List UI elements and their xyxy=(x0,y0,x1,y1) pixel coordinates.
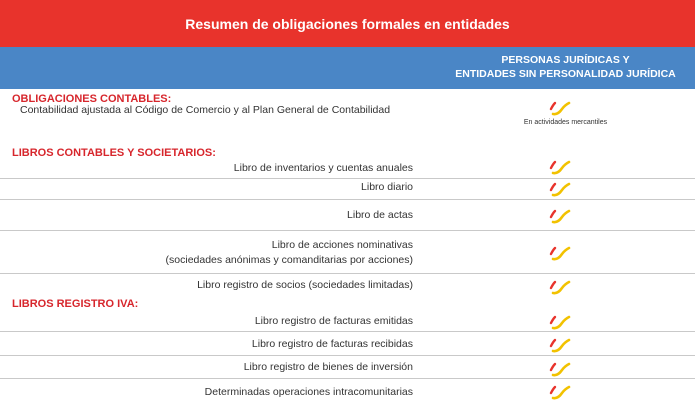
title-text: Resumen de obligaciones formales en entidades xyxy=(185,15,510,32)
row-divider xyxy=(0,331,695,332)
check-icon xyxy=(548,245,572,261)
row-facturas-recibidas: Libro registro de facturas recibidas xyxy=(251,338,413,350)
check-icon xyxy=(548,279,572,295)
note-actividades: En actividades mercantiles xyxy=(523,119,608,126)
row-acciones-line2: (sociedades anónimas y comanditarias por acciones) xyxy=(165,254,413,266)
check-icon xyxy=(548,337,572,353)
row-contabilidad: Contabilidad ajustada al Código de Comercio y al Plan General de Contabilidad xyxy=(20,104,391,116)
row-divider xyxy=(0,378,695,379)
section-heading-libros: LIBROS CONTABLES Y SOCIETARIOS: xyxy=(12,147,216,159)
row-registro-socios: Libro registro de socios (sociedades limitadas) xyxy=(197,279,413,291)
row-acciones-line1: Libro de acciones nominativas xyxy=(271,239,413,251)
check-icon xyxy=(548,100,572,116)
row-inventarios: Libro de inventarios y cuentas anuales xyxy=(233,162,413,174)
check-icon xyxy=(548,159,572,175)
row-bienes-inversion: Libro registro de bienes de inversión xyxy=(243,361,413,373)
column-header-line2: ENTIDADES SIN PERSONALIDAD JURÍDICA xyxy=(455,68,676,80)
table-title xyxy=(0,0,695,47)
check-icon xyxy=(548,384,572,400)
column-header-text xyxy=(436,53,695,81)
column-header-line1: PERSONAS JURÍDICAS Y xyxy=(501,54,630,66)
row-divider xyxy=(0,199,695,200)
row-diario: Libro diario xyxy=(361,181,413,193)
row-intracomunitarias: Determinadas operaciones intracomunitarias xyxy=(204,386,413,398)
check-icon xyxy=(548,208,572,224)
check-icon xyxy=(548,181,572,197)
check-icon xyxy=(548,361,572,377)
row-facturas-emitidas: Libro registro de facturas emitidas xyxy=(254,315,413,327)
row-divider xyxy=(0,273,695,274)
row-actas: Libro de actas xyxy=(347,209,413,221)
row-acciones-nominativas xyxy=(166,238,413,268)
section-heading-contables: OBLIGACIONES CONTABLES: xyxy=(12,93,172,105)
column-header xyxy=(0,47,695,89)
check-icon xyxy=(548,314,572,330)
row-divider xyxy=(0,230,695,231)
row-divider xyxy=(0,355,695,356)
row-divider xyxy=(0,178,695,179)
section-heading-iva: LIBROS REGISTRO IVA: xyxy=(12,298,139,310)
